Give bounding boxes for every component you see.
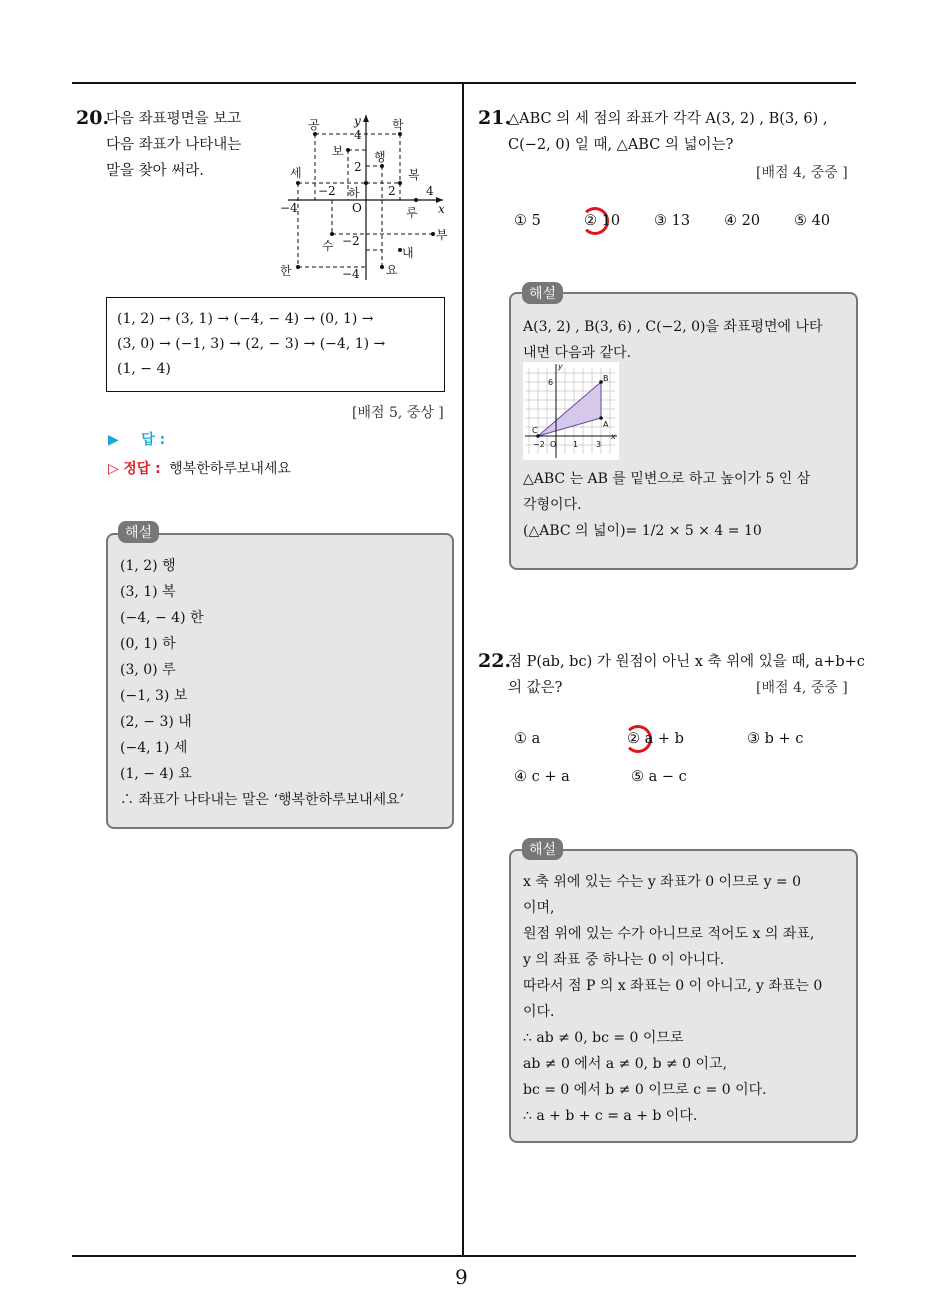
graph-label: 1 (573, 440, 579, 449)
correct-label: 정답 : (123, 461, 161, 477)
answer-label: 답 : (141, 432, 166, 448)
graph-tick-y: −2 (342, 234, 360, 248)
graph-label: y (558, 362, 563, 371)
q22-choice-1[interactable]: ① a (514, 731, 541, 747)
graph-point-label: 보 (332, 144, 344, 158)
q22-choice-5[interactable]: ⑤ a − c (631, 769, 687, 785)
q20-box-line-3: (1, − 4) (117, 361, 171, 377)
q20-graph-labels (278, 110, 453, 285)
q21-solution-tag: 해설 (522, 282, 563, 304)
graph-tick-x: 4 (426, 184, 434, 198)
q21-question-line-1: △ABC 의 세 점의 좌표가 각각 A(3, 2) , B(3, 6) , (508, 111, 828, 127)
graph-label: −2 (533, 440, 545, 449)
q20-question-line-3: 말을 찾아 써라. (106, 163, 204, 179)
q20-sequence-box (106, 297, 445, 392)
q20-solution-tag: 해설 (118, 521, 159, 543)
graph-point-label: 학 (392, 118, 404, 132)
q22-choice-3[interactable]: ③ b + c (747, 731, 804, 747)
q21-choice-5[interactable]: ⑤ 40 (794, 213, 831, 229)
solution-line: 따라서 점 P 의 x 좌표는 0 이 아니고, y 좌표는 0 (523, 978, 823, 994)
solution-line: ∴ a + b + c = a + b 이다. (523, 1108, 698, 1124)
solution-line: (0, 1) 하 (120, 636, 176, 652)
q22-solution-box (509, 849, 858, 1143)
solution-line: (2, − 3) 내 (120, 714, 192, 730)
solution-line: (△ABC 의 넓이)= 1/2 × 5 × 4 = 10 (523, 523, 762, 539)
q21-choice-2[interactable]: ② 10 (584, 213, 621, 229)
graph-point-label: 행 (374, 150, 386, 164)
triangle-play-icon: ▶ (108, 432, 119, 448)
q20-box-line-1: (1, 2) → (3, 1) → (−4, − 4) → (0, 1) → (117, 311, 374, 327)
q22-meta: [배점 4, 중중 ] (756, 680, 848, 696)
solution-line: 이며, (523, 900, 555, 916)
graph-point-label: 루 (406, 206, 418, 220)
answer-row (108, 429, 165, 449)
q21-choice-1[interactable]: ① 5 (514, 213, 541, 229)
q21-meta: [배점 4, 중중 ] (756, 165, 848, 181)
page-number: 9 (455, 1265, 468, 1289)
q22-question-line-2: 의 값은? (508, 680, 563, 696)
solution-line: 내면 다음과 같다. (523, 345, 632, 361)
q20-question-line-1: 다음 좌표평면을 보고 (106, 111, 242, 127)
solution-line: (3, 0) 루 (120, 662, 176, 678)
graph-point-label: 수 (322, 239, 334, 253)
q21-choice-3[interactable]: ③ 13 (654, 213, 691, 229)
graph-label: 3 (596, 440, 602, 449)
q21-question-line-2: C(−2, 0) 일 때, △ABC 의 넓이는? (508, 137, 734, 153)
column-divider (462, 84, 464, 1256)
graph-tick-y: 4 (354, 128, 362, 142)
solution-line: 각형이다. (523, 497, 582, 513)
q22-choice-4[interactable]: ④ c + a (514, 769, 570, 785)
q21-graph-labels (523, 362, 619, 460)
solution-line: A(3, 2) , B(3, 6) , C(−2, 0)을 좌표평면에 나타 (523, 319, 823, 335)
solution-line: 이다. (523, 1004, 555, 1020)
q22-number: 22. (478, 650, 512, 672)
graph-label: O (550, 440, 557, 449)
graph-axis-y: y (354, 114, 361, 128)
graph-tick-x: 2 (388, 184, 396, 198)
q21-number: 21. (478, 107, 512, 129)
solution-line: x 축 위에 있는 수는 y 좌표가 0 이므로 y = 0 (523, 874, 802, 890)
solution-line: (3, 1) 복 (120, 584, 176, 600)
correct-answer-row (108, 458, 291, 478)
graph-origin: O (352, 201, 362, 215)
solution-line: (−4, 1) 세 (120, 740, 188, 756)
q20-solution-box (106, 533, 454, 829)
graph-point-label: 세 (290, 166, 302, 180)
solution-line: ab ≠ 0 에서 a ≠ 0, b ≠ 0 이고, (523, 1056, 728, 1072)
solution-line: (1, 2) 행 (120, 558, 176, 574)
solution-line: ∴ 좌표가 나타내는 말은 ‘행복한하루보내세요’ (120, 792, 405, 808)
graph-label: x (611, 432, 616, 441)
solution-line: bc = 0 에서 b ≠ 0 이므로 c = 0 이다. (523, 1082, 767, 1098)
graph-point-label: 한 (280, 264, 292, 278)
q20-number: 20. (76, 107, 110, 129)
graph-tick-x: −2 (318, 184, 336, 198)
solution-line: 원점 위에 있는 수가 아니므로 적어도 x 의 좌표, (523, 926, 815, 942)
top-rule (72, 82, 856, 84)
graph-tick-x: −4 (280, 201, 298, 215)
graph-point-label: 요 (386, 263, 398, 277)
q21-solution-box (509, 292, 858, 570)
solution-line: ∴ ab ≠ 0, bc = 0 이므로 (523, 1030, 684, 1046)
graph-axis-x: x (438, 202, 445, 216)
q22-choice-2[interactable]: ② a + b (627, 731, 684, 747)
solution-line: (−4, − 4) 한 (120, 610, 204, 626)
q20-meta: [배점 5, 중상 ] (352, 405, 444, 421)
correct-value: 행복한하루보내세요 (169, 461, 291, 477)
graph-tick-y: −4 (342, 267, 360, 281)
q20-box-line-2: (3, 0) → (−1, 3) → (2, − 3) → (−4, 1) → (117, 336, 386, 352)
q20-question-line-2: 다음 좌표가 나타내는 (106, 137, 242, 153)
graph-label: A (603, 420, 609, 429)
triangle-outline-icon: ▷ (108, 461, 119, 477)
graph-tick-y: 2 (354, 160, 362, 174)
graph-point-label: 복 (408, 168, 420, 182)
graph-label: 6 (548, 378, 554, 387)
graph-point-label: 공 (308, 118, 320, 132)
q22-question-line-1: 점 P(ab, bc) 가 원점이 아닌 x 축 위에 있을 때, a+b+c (508, 654, 865, 670)
graph-point-label: 부 (436, 228, 448, 242)
graph-point-label: 하 (348, 186, 360, 200)
solution-line: (1, − 4) 요 (120, 766, 192, 782)
graph-point-label: 내 (402, 246, 414, 260)
solution-line: (−1, 3) 보 (120, 688, 188, 704)
q21-choice-4[interactable]: ④ 20 (724, 213, 761, 229)
q22-solution-tag: 해설 (522, 838, 563, 860)
bottom-rule (72, 1255, 856, 1257)
graph-label: B (603, 374, 609, 383)
graph-label: C (532, 426, 538, 435)
solution-line: △ABC 는 AB 를 밑변으로 하고 높이가 5 인 삼 (523, 471, 811, 487)
solution-line: y 의 좌표 중 하나는 0 이 아니다. (523, 952, 725, 968)
